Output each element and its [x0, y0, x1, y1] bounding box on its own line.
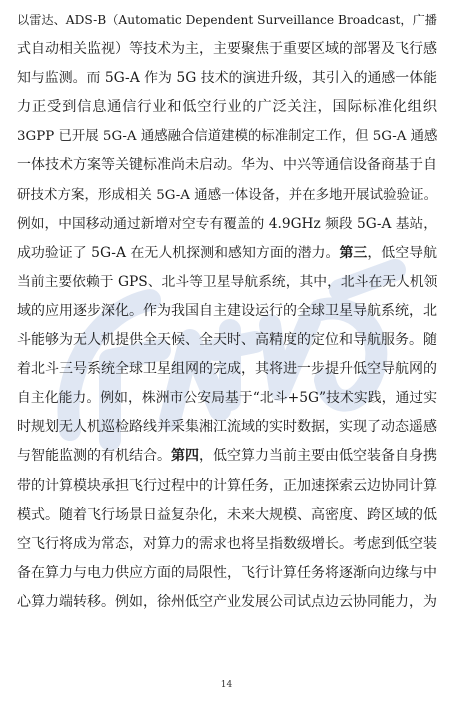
text-line [17, 239, 437, 268]
text-segment: 力正受到信息通信行业和低空行业的广泛关注，国际标准化组织 [17, 99, 437, 116]
text-segment: 一体技术方案等关键标准尚未启动。华为、中兴等通信设备商基于自 [17, 157, 437, 174]
text-line [17, 530, 437, 559]
body-text [17, 6, 437, 617]
text-line [17, 6, 437, 35]
text-segment: 斗能够为无人机提供全天候、全天时、高精度的定位和导航服务。随 [17, 332, 437, 349]
text-line [17, 151, 437, 180]
text-segment: 当前主要依赖于 GPS、北斗等卫星导航系统，其中，北斗在无人机领 [17, 273, 438, 290]
text-line [17, 35, 437, 64]
text-segment: 研技术方案，形成相关 5G-A 通感一体设备，并在多地开展试验验证。 [17, 187, 437, 203]
text-segment: 以雷达、ADS-B（Automatic Dependent Surveillance Broadcast，广播 [17, 13, 437, 27]
text-line [17, 588, 437, 617]
bold-heading-marker: 第三 [339, 244, 368, 261]
text-segment: 着北斗三号系统全球卫星组网的完成，其将进一步提升低空导航网的 [17, 361, 437, 378]
text-line [17, 297, 437, 326]
text-segment: 知与监测。而 5G-A 作为 5G 技术的演进升级，其引入的通感一体能 [17, 70, 437, 87]
text-line [17, 122, 437, 151]
text-segment: 式自动相关监视）等技术为主，主要聚焦于重要区域的部署及飞行感 [17, 41, 437, 58]
text-line [17, 472, 437, 501]
text-segment: 成功验证了 5G-A 在无人机探测和感知方面的潜力。 [17, 244, 340, 261]
text-line [17, 384, 437, 413]
text-segment: 3GPP 已开展 5G-A 通感融合信道建模的标准制定工作，但 5G-A 通感 [17, 129, 438, 145]
text-line [17, 326, 437, 355]
text-segment: ，低空导航 [367, 244, 437, 261]
text-line [17, 355, 437, 384]
text-segment: 与智能监测的有机结合。 [17, 448, 171, 465]
text-segment: 自主化能力。例如，株洲市公安局基于“北斗+5G”技术实践，通过实 [17, 390, 437, 407]
page-number: 14 [220, 680, 233, 690]
text-line [17, 181, 437, 210]
text-segment: 备在算力与电力供应方面的局限性，飞行计算任务将逐渐向边缘与中 [17, 564, 437, 581]
text-segment: 域的应用逐步深化。作为我国自主建设运行的全球卫星导航系统，北 [17, 302, 437, 319]
text-line [17, 210, 437, 239]
text-line [17, 442, 437, 471]
text-segment: 例如，中国移动通过新增对空专有覆盖的 4.9GHz 频段 5G-A 基站， [17, 215, 437, 232]
text-segment: 时规划无人机巡检路线并采集湘江流域的实时数据，实现了动态遥感 [17, 419, 437, 436]
text-line [17, 501, 437, 530]
text-segment: ，低空算力当前主要由低空装备自身携 [199, 448, 437, 465]
text-line [17, 268, 437, 297]
text-line [17, 559, 437, 588]
text-segment: 心算力端转移。例如，徐州低空产业发展公司试点边云协同能力，为 [17, 593, 437, 610]
text-line [17, 413, 437, 442]
text-segment: 模式。随着飞行场景日益复杂化，未来大规模、高密度、跨区域的低 [17, 506, 437, 523]
text-line [17, 64, 437, 93]
bold-heading-marker: 第四 [171, 448, 199, 465]
text-line [17, 93, 437, 122]
text-segment: 带的计算模块承担飞行过程中的计算任务，正加速探索云边协同计算 [17, 477, 437, 494]
text-segment: 空飞行将成为常态，对算力的需求也将呈指数级增长。考虑到低空装 [17, 535, 437, 552]
